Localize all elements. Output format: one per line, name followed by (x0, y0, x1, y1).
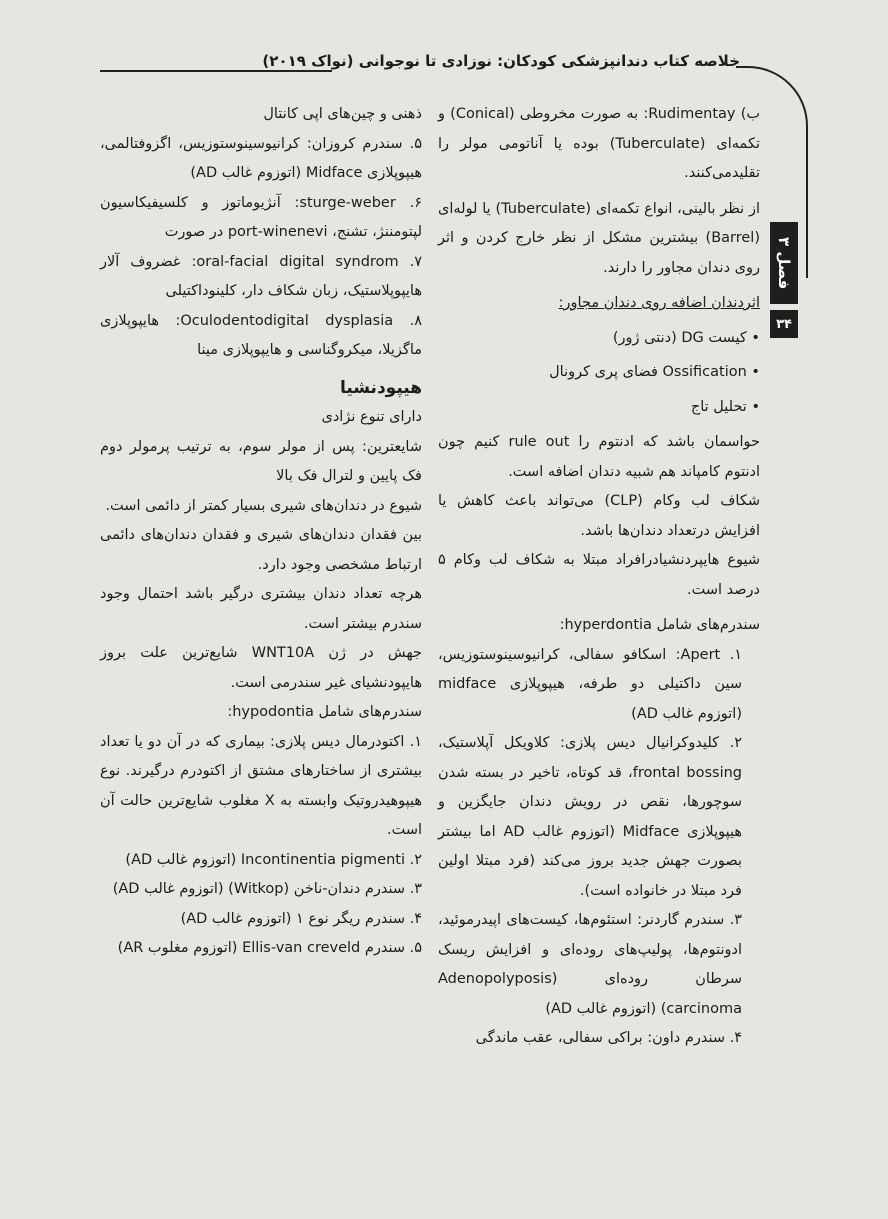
list-item: ۶. sturge-weber: آنژیوماتوز و کلسیفیکاسیون لپتومننژ، تشنج، port-winenevi در صورت (100, 194, 423, 240)
paragraph: هرچه تعداد دندان بیشتری درگیر باشد احتمال وجود سندرم بیشتر است. (100, 586, 422, 632)
subheading: اثردندان اضافه روی دندان مجاور: (558, 295, 760, 311)
paragraph: حواسمان باشد که ادنتوم را rule out کنیم چون ادنتوم کامپاند هم شبیه دندان اضافه است. (438, 434, 760, 480)
section-heading: هیپودنشیا (339, 377, 422, 398)
running-header (100, 52, 740, 80)
right-column (438, 100, 760, 1054)
list-item: • کیست DG (دنتی ژور) (612, 329, 760, 346)
paragraph: شایعترین: پس از مولر سوم، به ترتیب پرمولر دوم فک پایین و لترال فک بالا (100, 438, 422, 484)
list-item: ۵. سندرم کروزان: کرانیوسینوستوزیس، اگزوفتالمی، هیپوپلازی Midface (اتوزوم غالب AD) (100, 135, 422, 181)
paragraph: شیوع در دندان‌های شیری بسیار کمتر از دائمی است. (105, 497, 422, 514)
page-number: ۳۴ (770, 310, 798, 338)
list-item: ۵. سندرم Ellis-van creveld (اتوزوم مغلوب AR) (117, 940, 422, 956)
list-item: ۳. سندرم گاردنر: استئوم‌ها، کیست‌های اپیدرموئید، ادونتوم‌ها، پولیپ‌های روده‌ای و افزایش ریسک سرطان روده‌ای (Adenopolyposis carcinoma) (اتوزوم غالب AD) (438, 912, 742, 1017)
chapter-tab: فصل ۳ (770, 222, 798, 304)
subheading: سندرم‌های شامل hyperdontia: (559, 617, 760, 633)
paragraph: بین فقدان دندان‌های شیری و فقدان دندان‌های دائمی ارتباط مشخصی وجود دارد. (100, 527, 422, 573)
paragraph: دارای تنوع نژادی (321, 409, 422, 425)
list-item: ۸. Oculodentodigital dysplasia: هایپوپلازی ماگزیلا، میکروگناسی و هایپوپلازی مینا (100, 312, 422, 358)
subheading: سندرم‌های شامل hypodontia: (227, 704, 422, 720)
list-item: ۱. Apert: اسکافو سفالی، کرانیوسینوستوزیس، سین داکتیلی دو طرفه، هیپوپلازی midface (اتوزوم غالب AD) (438, 646, 742, 722)
paragraph: جهش در ژن WNT10A شایع‌ترین علت بروز هایپودنشیای غیر سندرمی است. (100, 645, 422, 691)
paragraph: از نظر بالینی، انواع تکمه‌ای (Tuberculate) یا لوله‌ای (Barrel) بیشترین مشکل از نظر خارج کردن و اثر روی دندان مجاور را دارند. (438, 200, 760, 276)
list-item: ۴. سندرم ریگر نوع ۱ (اتوزوم غالب AD) (180, 910, 422, 927)
list-item: • Ossification فضای پری کرونال (549, 364, 760, 380)
list-item: • تحلیل تاج (690, 398, 760, 415)
list-item: ۲. کلیدوکرانیال دیس پلازی: کلاویکل آپلاستیک، frontal bossing، قد کوتاه، تاخیر در بسته شدن سوچورها، نقص در رویش دندان جایگزین و هیپوپلازی Midface (اتوزوم غالب AD اما بیشتر بصورت جهش جدید بروز می‌کند (فرد مبتلا اولین فرد مبتلا در خانواده است). (438, 735, 742, 899)
book-title: خلاصه کتاب دندانپزشکی کودکان: نوزادی تا نوجوانی (نواک ۲۰۱۹) (262, 52, 740, 70)
paragraph: شکاف لب وکام (CLP) می‌تواند باعث کاهش یا افزایش درتعداد دندان‌ها باشد. (438, 493, 760, 539)
paragraph: ب) Rudimentay: به صورت مخروطی (Conical) و تکمه‌ای (Tuberculate) بوده یا آناتومی مولر را تقلیدمی‌کنند. (438, 106, 761, 181)
list-item: ۷. oral-facial digital syndrom: غضروف آلار هایپوپلاستیک، زبان شکاف دار، کلینوداکتیلی (100, 253, 422, 299)
list-item: ۴. سندرم داون: براکی سفالی، عقب ماندگی (475, 1030, 742, 1046)
list-item: ۳. سندرم دندان-ناخن (Witkop) (اتوزوم غالب AD) (112, 881, 422, 897)
paragraph: ذهنی و چین‌های اپی کانتال (263, 106, 422, 122)
list-item: ۲. Incontinentia pigmenti (اتوزوم غالب AD) (125, 851, 422, 868)
header-rule (100, 70, 332, 72)
paragraph: شیوع هایپردنشیادرافراد مبتلا به شکاف لب وکام ۵ درصد است. (438, 552, 760, 598)
list-item: ۱. اکتودرمال دیس پلازی: بیماری که در آن دو یا تعداد بیشتری از ساختارهای مشتق از اکتودرم درگیرند. نوع هیپوهیدروتیک وابسته به X مغلوب شایع‌ترین حالت آن است. (100, 733, 422, 838)
left-column (100, 100, 422, 964)
